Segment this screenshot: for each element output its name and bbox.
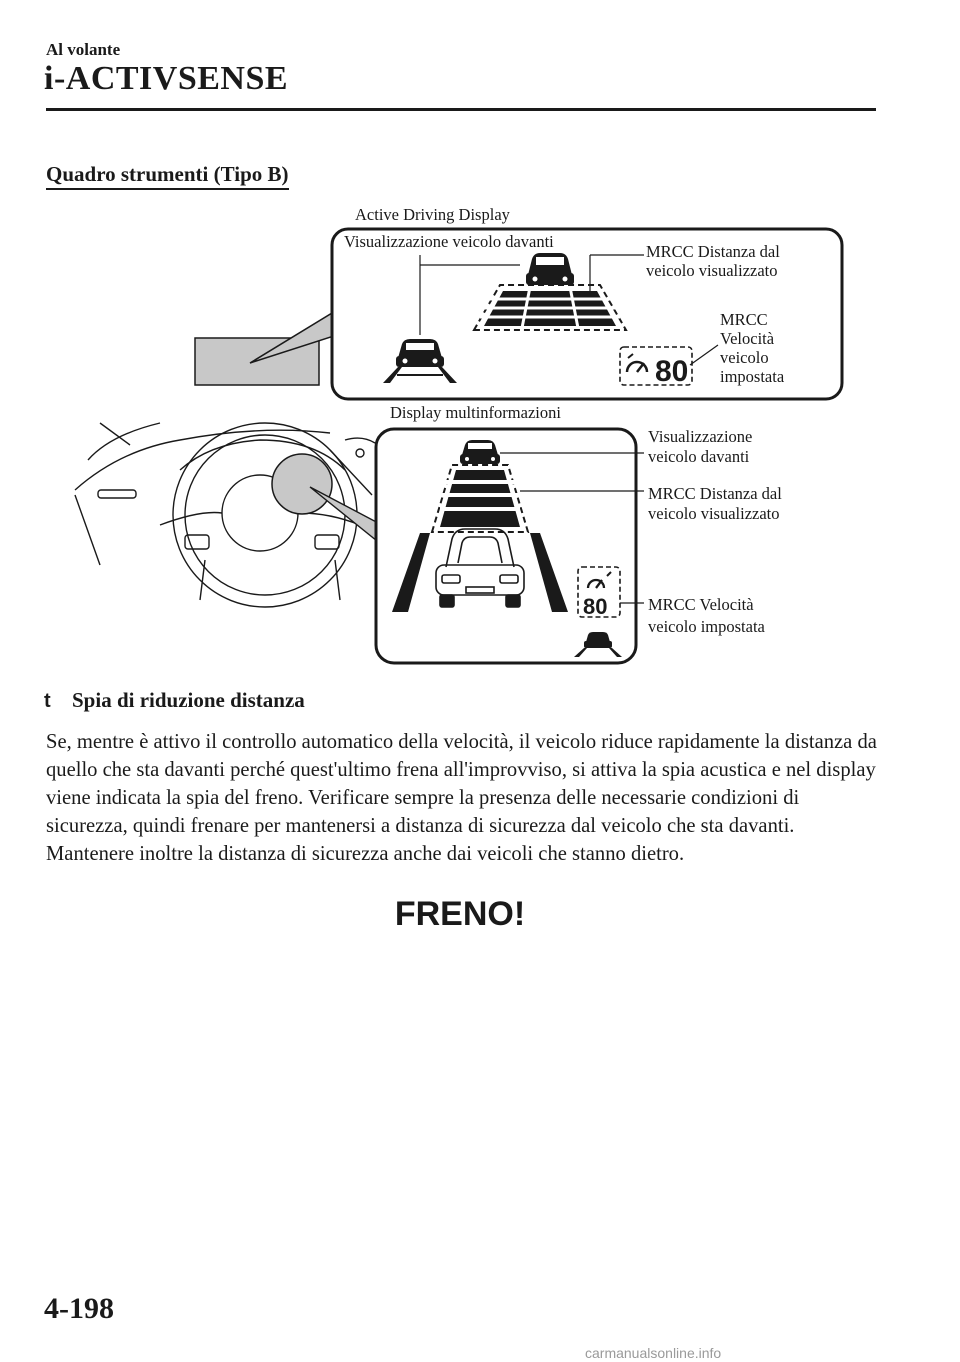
body-paragraph: Se, mentre è attivo il controllo automatico della velocità, il veicolo riduce rapidamente la distanza da quello che sta davanti perché quest'ultimo frena all'improvviso, si attiva la spia acustica e nel display viene indicata la spia del freno. Verificare sempre la presenza delle necessarie condizioni di sicurezza, quindi frenare per mantenersi a distanza di sicurezza dal veicolo che sta davanti. Mantenere inoltre la distanza di sicurezza anche dai veicoli che stanno dietro. [46, 731, 877, 865]
callout-pointer-lower [310, 487, 382, 545]
mid-speed-value: 80 [583, 594, 608, 619]
adp-label-distance-line1: MRCC Distanza dal [646, 242, 780, 261]
mid-label-speed-line2: veicolo impostata [648, 617, 765, 636]
mid-title: Display multinformazioni [390, 403, 561, 422]
bullet-marker: t [44, 690, 51, 712]
adp-car-ahead-icon [526, 253, 574, 285]
mid-label-distance-line1: MRCC Distanza dal [648, 484, 782, 503]
header-divider [46, 108, 876, 111]
instrument-cluster-figure [0, 195, 960, 675]
adp-label-speed: MRCC Velocità veicolo impostata [720, 310, 785, 386]
mid-label-distance-line2: veicolo visualizzato [648, 504, 780, 523]
topic-heading: Spia di riduzione distanza [72, 688, 305, 712]
page-number: 4-198 [44, 1292, 114, 1325]
mid-label-vehicle-ahead-line2: veicolo davanti [648, 447, 750, 466]
figure-sub-heading: Quadro strumenti (Tipo B) [46, 162, 289, 190]
adp-speed-value: 80 [655, 355, 689, 388]
watermark: carmanualsonline.info [585, 1345, 722, 1361]
mid-label-speed-line1: MRCC Velocità [648, 595, 754, 614]
section-title: i-ACTIVSENSE [44, 60, 289, 97]
dashboard-illustration [75, 423, 375, 607]
mid-car-ahead-icon [460, 440, 500, 464]
multi-info-display-area [272, 454, 332, 514]
active-driving-display-title: Active Driving Display [355, 205, 510, 224]
adp-label-distance-line2: veicolo visualizzato [646, 261, 778, 280]
mid-label-vehicle-ahead-line1: Visualizzazione [648, 427, 753, 446]
adp-label-vehicle-ahead: Visualizzazione veicolo davanti [344, 232, 554, 251]
section-label: Al volante [46, 40, 121, 59]
brake-warning-text: FRENO! [394, 895, 526, 933]
